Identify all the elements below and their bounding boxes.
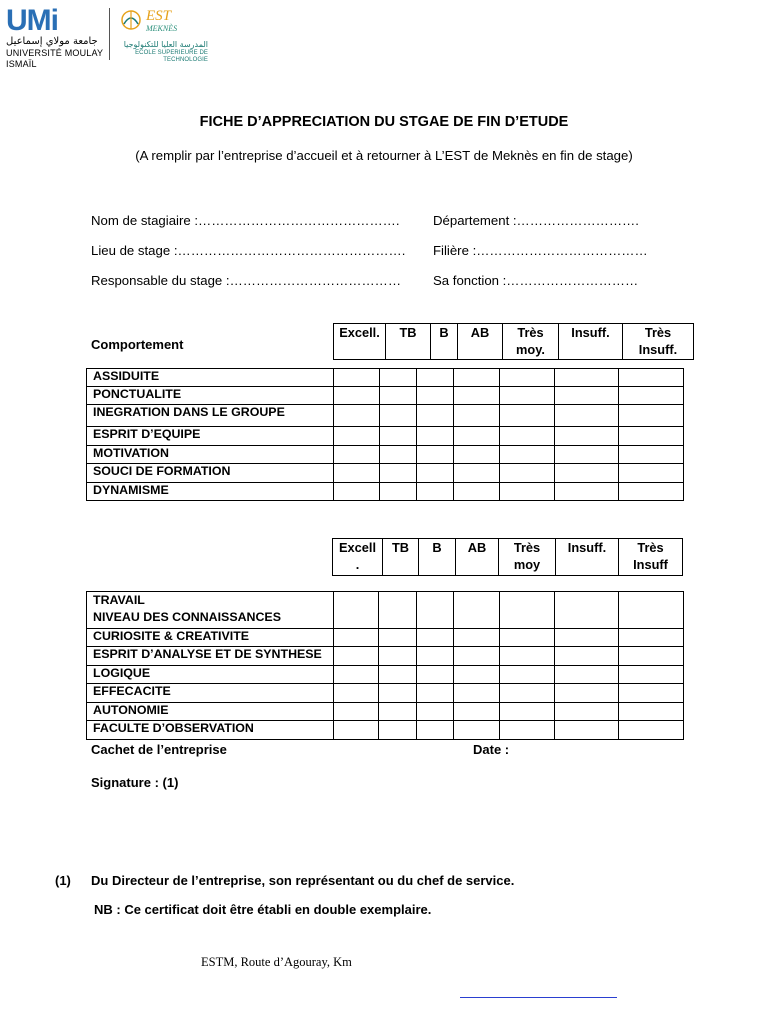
rating-cell[interactable] xyxy=(379,647,417,666)
criterion-label: AUTONOMIE xyxy=(87,703,334,721)
rating-cell[interactable] xyxy=(619,427,684,446)
criterion-label: PONCTUALITE xyxy=(87,387,334,405)
rating-cell[interactable] xyxy=(417,666,454,684)
section2-header-table xyxy=(332,538,683,576)
rating-cell[interactable] xyxy=(555,405,619,427)
rating-cell[interactable] xyxy=(334,427,380,446)
criterion-label: TRAVAIL NIVEAU DES CONNAISSANCES xyxy=(87,592,334,629)
table-row xyxy=(87,721,684,740)
header-cell: Très moy xyxy=(499,539,556,576)
table-row xyxy=(87,647,684,666)
section1-header-table xyxy=(333,323,694,360)
rating-cell[interactable] xyxy=(380,405,417,427)
rating-cell[interactable] xyxy=(619,647,684,666)
rating-cell[interactable] xyxy=(619,387,684,405)
rating-cell[interactable] xyxy=(417,629,454,647)
rating-cell[interactable] xyxy=(555,592,619,629)
criterion-label: SOUCI DE FORMATION xyxy=(87,464,334,483)
rating-cell[interactable] xyxy=(379,629,417,647)
umi-french-name: UNIVERSITÉ MOULAY ISMAÏL xyxy=(6,48,104,69)
rating-cell[interactable] xyxy=(555,647,619,666)
rating-cell[interactable] xyxy=(379,666,417,684)
table-row xyxy=(87,684,684,703)
rating-cell[interactable] xyxy=(500,647,555,666)
est-city: MEKNÈS xyxy=(146,24,178,33)
rating-cell[interactable] xyxy=(454,405,500,427)
header-cell: Insuff. xyxy=(559,324,623,360)
rating-cell[interactable] xyxy=(417,483,454,501)
table-row xyxy=(87,405,684,427)
table-row xyxy=(87,703,684,721)
rating-cell[interactable] xyxy=(334,483,380,501)
note-marker: (1) xyxy=(55,873,71,888)
rating-cell[interactable] xyxy=(417,446,454,464)
rating-cell[interactable] xyxy=(417,427,454,446)
rating-cell[interactable] xyxy=(417,464,454,483)
rating-cell[interactable] xyxy=(380,464,417,483)
rating-cell[interactable] xyxy=(555,446,619,464)
header-cell: Très Insuff. xyxy=(623,324,694,360)
rating-cell[interactable] xyxy=(500,369,555,387)
header-cell: Excell . xyxy=(333,539,383,576)
header-cell: TB xyxy=(386,324,431,360)
rating-cell[interactable] xyxy=(454,647,500,666)
rating-cell[interactable] xyxy=(500,427,555,446)
section2-rating-table xyxy=(86,591,684,740)
rating-cell[interactable] xyxy=(500,684,555,703)
rating-cell[interactable] xyxy=(454,721,500,740)
cachet-label: Cachet de l’entreprise xyxy=(91,742,227,757)
criterion-label: ESPRIT D’EQUIPE xyxy=(87,427,334,446)
rating-cell[interactable] xyxy=(619,721,684,740)
rating-cell[interactable] xyxy=(500,464,555,483)
rating-cell[interactable] xyxy=(555,427,619,446)
rating-cell[interactable] xyxy=(619,592,684,629)
rating-cell[interactable] xyxy=(454,369,500,387)
table-row xyxy=(87,427,684,446)
rating-cell[interactable] xyxy=(555,684,619,703)
rating-cell[interactable] xyxy=(334,666,379,684)
rating-cell[interactable] xyxy=(454,427,500,446)
criterion-label: LOGIQUE xyxy=(87,666,334,684)
table-row xyxy=(87,666,684,684)
rating-cell[interactable] xyxy=(334,703,379,721)
rating-cell[interactable] xyxy=(500,405,555,427)
rating-cell[interactable] xyxy=(334,629,379,647)
rating-cell[interactable] xyxy=(500,387,555,405)
table-row xyxy=(87,446,684,464)
rating-cell[interactable] xyxy=(380,427,417,446)
rating-cell[interactable] xyxy=(500,666,555,684)
nb-text: NB : Ce certificat doit être établi en double exemplaire. xyxy=(94,902,432,917)
rating-cell[interactable] xyxy=(454,483,500,501)
rating-cell[interactable] xyxy=(619,483,684,501)
rating-cell[interactable] xyxy=(555,387,619,405)
criterion-label: EFFECACITE xyxy=(87,684,334,703)
table-row xyxy=(87,592,684,629)
rating-cell[interactable] xyxy=(619,464,684,483)
header-cell: Très moy. xyxy=(503,324,559,360)
date-label: Date : xyxy=(473,742,510,757)
rating-cell[interactable] xyxy=(555,369,619,387)
rating-cell[interactable] xyxy=(380,369,417,387)
rating-cell[interactable] xyxy=(454,446,500,464)
rating-cell[interactable] xyxy=(555,721,619,740)
criterion-label: CURIOSITE & CREATIVITE xyxy=(87,629,334,647)
rating-cell[interactable] xyxy=(417,369,454,387)
rating-cell[interactable] xyxy=(619,405,684,427)
table-row xyxy=(87,369,684,387)
est-emblem-icon xyxy=(120,8,142,32)
header-cell: Insuff. xyxy=(556,539,619,576)
umi-arabic-name: جامعة مولاي إسماعيل xyxy=(6,36,98,47)
table-row xyxy=(87,464,684,483)
rating-cell[interactable] xyxy=(619,684,684,703)
rating-cell[interactable] xyxy=(555,703,619,721)
rating-cell[interactable] xyxy=(500,629,555,647)
header-cell: Excell. xyxy=(334,324,386,360)
est-logo xyxy=(118,6,208,62)
rating-cell[interactable] xyxy=(619,446,684,464)
rating-cell[interactable] xyxy=(417,684,454,703)
criterion-label: ASSIDUITE xyxy=(87,369,334,387)
page-title: FICHE D’APPRECIATION DU STGAE DE FIN D’ETUDE xyxy=(199,114,569,130)
rating-cell[interactable] xyxy=(379,721,417,740)
header-cell: Très Insuff xyxy=(619,539,683,576)
field-departement[interactable]: Département :………………………. xyxy=(433,213,639,228)
logo-divider xyxy=(109,8,110,60)
header-cell: B xyxy=(419,539,456,576)
header-cell: AB xyxy=(456,539,499,576)
rating-cell[interactable] xyxy=(555,629,619,647)
table-row xyxy=(87,483,684,501)
criterion-label: FACULTE D’OBSERVATION xyxy=(87,721,334,740)
page-subtitle: (A remplir par l’entreprise d’accueil et à retourner à L’EST de Meknès en fin de stage) xyxy=(135,148,633,163)
rating-cell[interactable] xyxy=(417,721,454,740)
rating-cell[interactable] xyxy=(454,684,500,703)
rating-cell[interactable] xyxy=(454,703,500,721)
rating-cell[interactable] xyxy=(417,405,454,427)
rating-cell[interactable] xyxy=(555,464,619,483)
rating-cell[interactable] xyxy=(380,446,417,464)
rating-cell[interactable] xyxy=(500,446,555,464)
field-lieu-stage[interactable]: Lieu de stage :……………………………………………. xyxy=(91,243,406,258)
rating-cell[interactable] xyxy=(334,387,380,405)
rating-cell[interactable] xyxy=(619,703,684,721)
est-arabic-name: المدرسة العليا للتكنولوجيا xyxy=(123,40,208,49)
umi-logo-mark: UMi xyxy=(6,4,58,37)
rating-cell[interactable] xyxy=(619,369,684,387)
rating-cell[interactable] xyxy=(500,483,555,501)
rating-cell[interactable] xyxy=(454,387,500,405)
rating-cell[interactable] xyxy=(334,647,379,666)
field-fonction[interactable]: Sa fonction :………………………… xyxy=(433,273,639,288)
rating-cell[interactable] xyxy=(619,629,684,647)
rating-cell[interactable] xyxy=(619,666,684,684)
rating-cell[interactable] xyxy=(334,369,380,387)
note-text: Du Directeur de l’entreprise, son représentant ou du chef de service. xyxy=(91,873,515,888)
rating-cell[interactable] xyxy=(555,483,619,501)
header-cell: TB xyxy=(383,539,419,576)
rating-cell[interactable] xyxy=(379,703,417,721)
rating-cell[interactable] xyxy=(454,666,500,684)
footer-link-underline[interactable] xyxy=(460,997,617,998)
field-nom-stagiaire[interactable]: Nom de stagiaire :………………………………………. xyxy=(91,213,400,228)
rating-cell[interactable] xyxy=(334,721,379,740)
section-label-comportement: Comportement xyxy=(91,337,184,352)
rating-cell[interactable] xyxy=(380,387,417,405)
rating-cell[interactable] xyxy=(417,703,454,721)
rating-cell[interactable] xyxy=(454,629,500,647)
rating-cell[interactable] xyxy=(500,592,555,629)
rating-cell[interactable] xyxy=(334,464,380,483)
rating-cell[interactable] xyxy=(379,592,417,629)
table-row xyxy=(87,629,684,647)
rating-cell[interactable] xyxy=(454,464,500,483)
criterion-label: DYNAMISME xyxy=(87,483,334,501)
rating-cell[interactable] xyxy=(555,666,619,684)
criterion-label: INEGRATION DANS LE GROUPE xyxy=(87,405,334,427)
est-mark: EST xyxy=(146,8,172,24)
rating-cell[interactable] xyxy=(417,647,454,666)
rating-cell[interactable] xyxy=(334,405,380,427)
signature-label: Signature : (1) xyxy=(91,775,179,790)
field-filiere[interactable]: Filière :………………………………… xyxy=(433,243,648,258)
section1-rating-table xyxy=(86,368,684,501)
field-responsable[interactable]: Responsable du stage :………………………………… xyxy=(91,273,402,288)
rating-cell[interactable] xyxy=(379,684,417,703)
rating-cell[interactable] xyxy=(500,703,555,721)
rating-cell[interactable] xyxy=(417,592,454,629)
rating-cell[interactable] xyxy=(380,483,417,501)
est-french-name: ECOLE SUPERIEURE DE TECHNOLOGIE xyxy=(135,50,208,63)
rating-cell[interactable] xyxy=(334,592,379,629)
rating-cell[interactable] xyxy=(334,446,380,464)
header-cell: B xyxy=(431,324,458,360)
criterion-label: MOTIVATION xyxy=(87,446,334,464)
rating-cell[interactable] xyxy=(454,592,500,629)
footer-address: ESTM, Route d’Agouray, Km xyxy=(201,955,352,969)
criterion-label: ESPRIT D’ANALYSE ET DE SYNTHESE xyxy=(87,647,334,666)
rating-cell[interactable] xyxy=(334,684,379,703)
rating-cell[interactable] xyxy=(417,387,454,405)
umi-logo xyxy=(6,4,106,69)
header-cell: AB xyxy=(458,324,503,360)
rating-cell[interactable] xyxy=(500,721,555,740)
table-row xyxy=(87,387,684,405)
